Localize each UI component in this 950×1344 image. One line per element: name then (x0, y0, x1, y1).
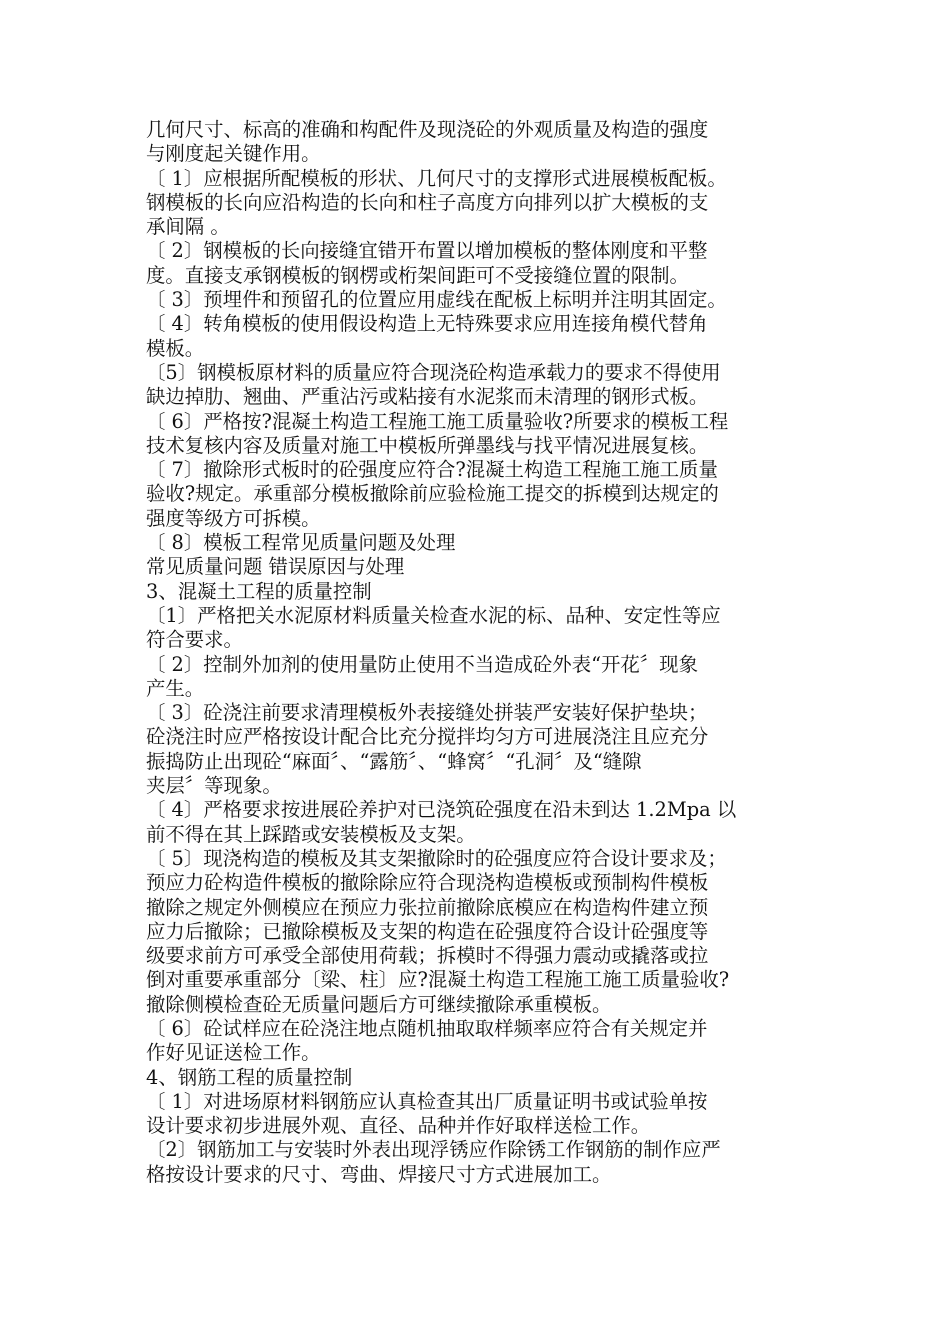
text-line: 设计要求初步进展外观、直径、品种并作好取样送检工作。 (146, 1114, 651, 1138)
paragraph (146, 1017, 818, 1066)
text-line: 常见质量问题 错误原因与处理 (146, 555, 405, 579)
paragraph (146, 167, 818, 240)
text-line: 〔 4〕转角模板的使用假设构造上无特殊要求应用连接角模代替角 (146, 312, 708, 336)
text-line: 4、钢筋工程的质量控制 (146, 1065, 353, 1089)
text-line: 〔2〕钢筋加工与安装时外表出现浮锈应作除锈工作钢筋的制作应严 (146, 1138, 721, 1162)
paragraph (146, 701, 818, 798)
text-line: 符合要求。 (146, 628, 243, 652)
paragraph (146, 1090, 818, 1139)
text-line: 撤除之规定外侧模应在预应力张拉前撤除底模应在构造构件建立预 (146, 895, 709, 919)
text-line: 撤除侧模检查砼无质量问题后方可继续撤除承重模板。 (146, 992, 612, 1016)
paragraph (146, 239, 818, 288)
text-line: 技术复核内容及质量对施工中模板所弹墨线与找平情况进展复核。 (146, 433, 709, 457)
paragraph (146, 798, 818, 847)
text-line: 〔 1〕应根据所配模板的形状、几何尺寸的支撑形式进展模板配板。 (146, 166, 727, 190)
text-line: 与刚度起关键作用。 (146, 142, 321, 166)
text-line: 产生。 (146, 676, 205, 700)
text-line: 〔 3〕预埋件和预留孔的位置应用虚线在配板上标明并注明其固定。 (146, 288, 727, 312)
text-line: 夹层〞等现象。 (146, 774, 282, 798)
text-line: 3、混凝土工程的质量控制 (146, 579, 372, 603)
text-line: 作好见证送检工作。 (146, 1041, 321, 1065)
text-line: 几何尺寸、标高的准确和构配件及现浇砼的外观质量及构造的强度 (146, 118, 709, 141)
text-line: 承间隔 。 (146, 215, 230, 239)
text-line: 度。直接支承钢模板的钢楞或桁架间距可不受接缝位置的限制。 (146, 263, 689, 287)
text-line: 〔5〕钢模板原材料的质量应符合现浇砼构造承载力的要求不得使用 (146, 360, 721, 384)
text-line: 〔 6〕严格按?混凝土构造工程施工施工质量验收?所要求的模板工程 (146, 409, 729, 433)
text-line: 〔1〕严格把关水泥原材料质量关检查水泥的标、品种、安定性等应 (146, 603, 721, 627)
paragraph (146, 1066, 818, 1090)
text-line: 振捣防止出现砼“麻面〞、“露筋〞、“蜂窝〞“孔洞〞及“缝隙 (146, 749, 642, 773)
text-line: 〔 7〕撤除形式板时的砼强度应符合?混凝土构造工程施工施工质量 (146, 458, 718, 482)
paragraph (146, 118, 818, 167)
text-line: 〔 6〕砼试样应在砼浇注地点随机抽取取样频率应符合有关规定并 (146, 1016, 708, 1040)
text-line: 砼浇注时应严格按设计配合比充分搅拌均匀方可进展浇注且应充分 (146, 725, 709, 749)
text-line: 缺边掉肋、翘曲、严重沾污或粘接有水泥浆而未清理的钢形式板。 (146, 385, 709, 409)
text-line: 验收?规定。承重部分模板撤除前应验检施工提交的拆模到达规定的 (146, 482, 719, 506)
document-body (146, 118, 818, 1187)
text-line: 〔 1〕对进场原材料钢筋应认真检查其出厂质量证明书或试验单按 (146, 1089, 708, 1113)
paragraph (146, 1138, 818, 1187)
text-line: 预应力砼构造件模板的撤除除应符合现浇构造模板或预制构件模板 (146, 871, 709, 895)
text-line: 〔 4〕严格要求按进展砼养护对已浇筑砼强度在沿未到达 1.2Mpa 以 (146, 798, 737, 822)
text-line: 〔 2〕钢模板的长向接缝宜错开布置以增加模板的整体刚度和平整 (146, 239, 708, 263)
paragraph (146, 847, 818, 1017)
paragraph (146, 312, 818, 361)
paragraph (146, 458, 818, 531)
paragraph (146, 580, 818, 604)
text-line: 模板。 (146, 336, 205, 360)
text-line: 前不得在其上踩踏或安装模板及支架。 (146, 822, 476, 846)
text-line: 〔 5〕现浇构造的模板及其支架撤除时的砼强度应符合设计要求及； (146, 846, 727, 870)
text-line: 倒对重要承重部分〔梁、柱〕应?混凝土构造工程施工施工质量验收? (146, 968, 730, 992)
paragraph (146, 288, 818, 312)
paragraph (146, 653, 818, 702)
paragraph (146, 410, 818, 459)
text-line: 〔 3〕砼浇注前要求清理模板外表接缝处拼装严安装好保护垫块； (146, 701, 708, 725)
paragraph (146, 555, 818, 579)
paragraph (146, 531, 818, 555)
text-line: 应力后撤除；已撤除模板及支架的构造在砼强度符合设计砼强度等 (146, 919, 709, 943)
text-line: 强度等级方可拆模。 (146, 506, 321, 530)
paragraph (146, 604, 818, 653)
text-line: 格按设计要求的尺寸、弯曲、焊接尺寸方式进展加工。 (146, 1162, 612, 1186)
paragraph (146, 361, 818, 410)
text-line: 〔 8〕模板工程常见质量问题及处理 (146, 531, 456, 555)
text-line: 钢模板的长向应沿构造的长向和柱子高度方向排列以扩大模板的支 (146, 190, 709, 214)
text-line: 〔 2〕控制外加剂的使用量防止使用不当造成砼外表“开花〞现象 (146, 652, 698, 676)
text-line: 级要求前方可承受全部使用荷载；拆模时不得强力震动或撬落或拉 (146, 944, 709, 968)
